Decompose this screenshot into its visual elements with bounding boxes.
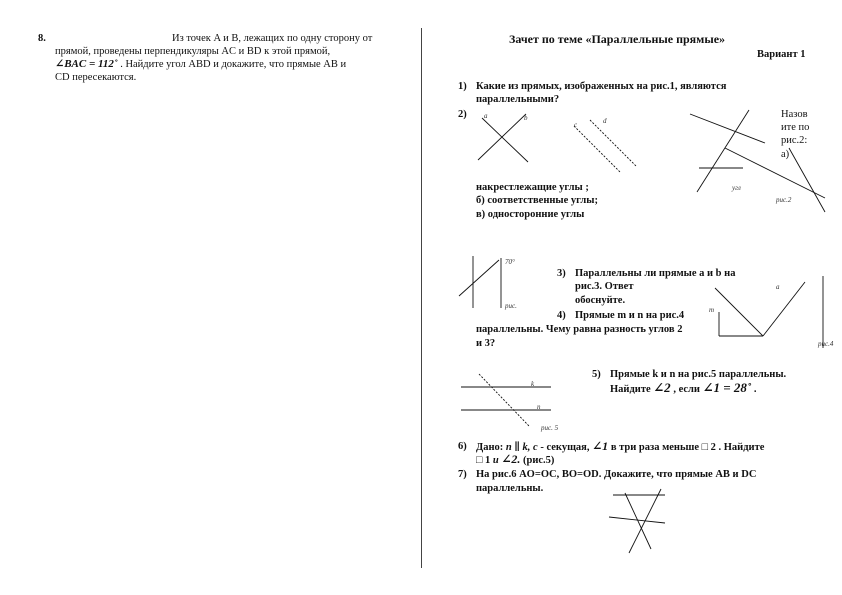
q5-number: 5) [592,369,601,380]
fig4-line-2 [763,282,805,336]
problem-line-2: прямой, проведены перпендикуляры AC и BD к этой прямой, [55,46,331,57]
q6-angle-1: ∠1 [592,439,609,453]
figure-6 [605,487,675,557]
q5-end: . [753,384,757,395]
fig4-label-a: a [776,283,780,291]
q5-text-2 [610,381,756,396]
page-title: Зачет по теме «Параллельные прямые» [509,32,726,46]
problem-line-3 [55,58,346,71]
fig1-label-c: c [574,121,578,129]
q6-text-2 [476,453,554,467]
q5-if: , если [673,384,700,395]
problem-line-1: Из точек A и B, лежащих по одну сторону от [172,33,373,44]
fig3-line-1 [459,260,499,296]
fig5-secant [479,374,529,426]
figure-5 [455,370,565,430]
q2-side-3: рис.2: [781,135,808,146]
q4-text-1: Прямые m и n на рис.4 [575,310,685,321]
q6-given: Дано: [476,442,504,453]
q7-text-2: параллельны. [476,483,544,494]
angle-bac-formula: ∠BAC = 112˚ [55,58,118,70]
q2-number: 2) [458,109,467,120]
fig1-line-3 [574,126,620,172]
q6-and: и [492,455,499,466]
q6-find: . Найдите [718,442,765,453]
q6-ref: (рис.5) [523,455,555,466]
fig5-caption: рис. 5 [541,424,559,432]
problem-number: 8. [38,33,46,44]
problem-line-4: CD пересекаются. [55,72,137,83]
q3-number: 3) [557,268,566,279]
q7-number: 7) [458,469,467,480]
q6-three-times: в три раза меньше [610,442,700,453]
figure-4 [705,272,835,352]
q3-text-3: обоснуйте. [575,295,626,306]
fig5-label-k: k [531,380,535,388]
q2-item-a: накрестлежащие углы ; [476,182,589,193]
q6-box-2: □ 2 [701,442,716,453]
variant-label: Вариант 1 [757,49,806,60]
fig2-caption: рис.2 [776,196,792,204]
q3-text-1: Параллельны ли прямые a и b на [575,268,736,279]
page-divider [421,28,422,568]
q2-item-b: б) соответственные углы; [476,195,598,206]
q1-text-1: Какие из прямых, изображенных на рис.1, являются [476,81,727,92]
q5-text-1: Прямые k и n на рис.5 параллельны. [610,369,787,380]
q4-number: 4) [557,310,566,321]
q6-condition: n ∥ k, c [505,442,538,453]
q4-text-2: параллельны. Чему равна разность углов 2 [476,324,683,335]
q5-condition: ∠1 = 28˚ [702,380,752,395]
fig3-caption: рис. [505,302,517,310]
q2-item-c: в) односторонние углы [476,209,585,220]
q2-side-2: ите по [781,122,810,133]
q5-angle-2: ∠2 [653,380,671,395]
fig4-caption: рис.4 [818,340,834,348]
q6-box-1: □ 1 [476,455,491,466]
q3-text-2: рис.3. Ответ [575,281,634,292]
problem-line-3-text: . Найдите угол ABD и докажите, что прямые AB и [120,59,347,70]
fig2-line-1 [690,114,765,143]
q6-secant: - секущая, [540,442,590,453]
q5-find: Найдите [610,384,651,395]
fig1-line-2 [482,118,528,162]
q1-text-2: параллельными? [476,94,560,105]
figure-1 [470,110,650,180]
figure-2 [685,108,835,218]
fig1-label-b: b [524,114,528,122]
fig1-label-d: d [603,117,607,125]
q7-text-1: На рис.6 AO=OC, BO=OD. Докажите, что прямые AB и DC [476,469,757,480]
fig4-label-m: m [709,306,715,314]
fig5-label-n: n [537,403,541,411]
fig2-angle-label: угл [732,184,741,192]
fig3-angle-label: 70° [505,258,515,266]
q6-number: 6) [458,441,467,452]
q2-side-1: Назов [781,109,808,120]
q1-number: 1) [458,81,467,92]
fig4-line-1 [715,288,763,336]
fig1-line-4 [590,120,636,166]
q6-angle-2: ∠2. [501,452,521,466]
fig2-line-5 [789,148,825,212]
q2-side-4: а) [781,149,790,160]
fig1-label-a: a [484,112,488,120]
fig2-line-2 [697,110,749,192]
q4-text-3: и 3? [476,338,496,349]
